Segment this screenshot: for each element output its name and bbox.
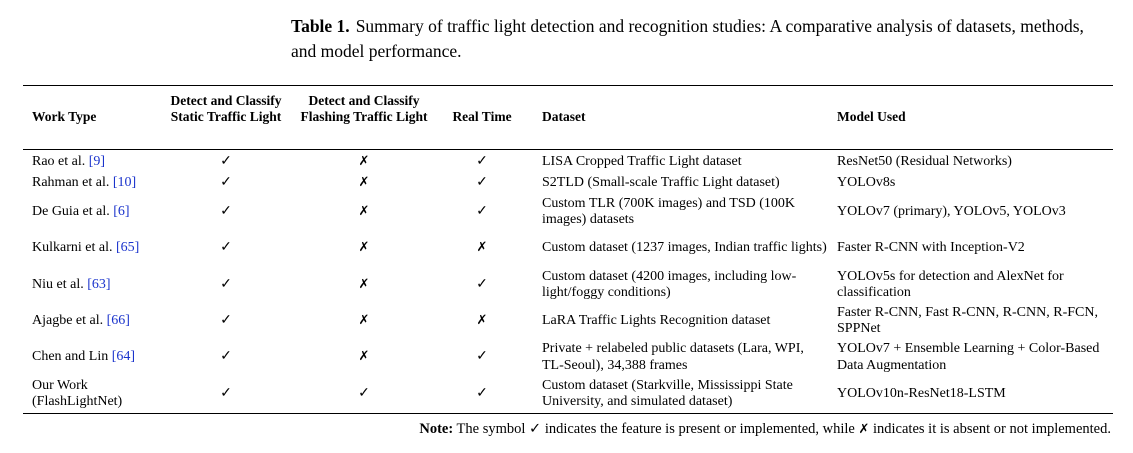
- cell-work: [32, 376, 157, 412]
- cell-dataset: [542, 376, 827, 412]
- citation-link[interactable]: [63]: [87, 276, 111, 292]
- header-flashing: Detect and Classify Flashing Traffic Light: [300, 93, 428, 124]
- cell-model: [837, 339, 1107, 376]
- check-mark-icon: ✓: [476, 385, 488, 401]
- citation-link[interactable]: [9]: [88, 154, 106, 170]
- cell-static: [158, 339, 294, 376]
- cell-flashing: [296, 194, 432, 230]
- caption-text: Summary of traffic light detection and recognition studies: A comparative analysis of datasets, methods, and model performance.: [291, 16, 1084, 61]
- model-text: ResNet50 (Residual Networks): [837, 154, 1012, 170]
- work-name: Ajagbe et al.: [32, 312, 104, 328]
- model-text: YOLOv10n-ResNet18-LSTM: [837, 385, 1006, 401]
- header-rule: [23, 149, 1113, 150]
- table-row: [0, 303, 1133, 339]
- model-text: YOLOv7 + Ensemble Learning + Color-Based Data Augmentation: [837, 341, 1100, 373]
- cell-static: [158, 194, 294, 230]
- cell-work: [32, 173, 157, 194]
- cell-flashing: [296, 152, 432, 173]
- model-text: YOLOv7 (primary), YOLOv5, YOLOv3: [837, 203, 1066, 219]
- cell-realtime: [434, 339, 530, 376]
- citation-link[interactable]: [6]: [113, 203, 130, 219]
- cell-work: [32, 267, 157, 303]
- cross-mark-icon: ✗: [358, 203, 370, 219]
- model-text: YOLOv5s for detection and AlexNet for classification: [837, 268, 1064, 300]
- check-mark-icon: ✓: [220, 203, 232, 219]
- model-text: Faster R-CNN, Fast R-CNN, R-CNN, R-FCN, SPPNet: [837, 304, 1098, 336]
- work-name: Kulkarni et al.: [32, 240, 113, 256]
- dataset-text: Private + relabeled public datasets (Lara, WPI, TL-Seoul), 34,388 frames: [542, 341, 804, 373]
- cell-realtime: [434, 152, 530, 173]
- cell-realtime: [434, 376, 530, 412]
- cell-static: [158, 173, 294, 194]
- header-realtime: Real Time: [452, 109, 512, 124]
- cell-model: [837, 303, 1107, 339]
- cell-work: [32, 194, 157, 230]
- cell-model: [837, 194, 1107, 230]
- cell-flashing: [296, 376, 432, 412]
- dataset-text: Custom dataset (4200 images, including low-light/foggy conditions): [542, 268, 797, 300]
- cross-mark-icon: ✗: [476, 312, 488, 328]
- cell-static: [158, 267, 294, 303]
- citation-link[interactable]: [10]: [112, 175, 137, 191]
- cell-model: [837, 152, 1107, 173]
- citation-link[interactable]: [66]: [106, 312, 130, 328]
- work-name: Rahman et al.: [32, 175, 110, 191]
- header-work-type: Work Type: [32, 109, 97, 124]
- cell-static: [158, 230, 294, 267]
- table-caption: [291, 14, 1111, 64]
- work-name: Rao et al.: [32, 154, 86, 170]
- table-row: [0, 376, 1133, 412]
- cross-mark-icon: ✗: [358, 175, 370, 191]
- check-mark-icon: ✓: [476, 276, 488, 292]
- cross-mark-icon: ✗: [358, 154, 370, 170]
- cross-mark-icon: ✗: [476, 240, 488, 256]
- cell-work: [32, 152, 157, 173]
- cell-static: [158, 376, 294, 412]
- check-mark-icon: ✓: [358, 385, 370, 401]
- note-text-part2: indicates it is absent or not implemented.: [873, 421, 1111, 437]
- table-note: [419, 421, 1111, 438]
- cross-mark-icon: ✗: [358, 240, 370, 256]
- dataset-text: Custom dataset (1237 images, Indian traffic lights): [542, 240, 827, 256]
- check-mark-icon: ✓: [220, 349, 232, 365]
- cell-work: [32, 339, 157, 376]
- table-row: [0, 194, 1133, 230]
- note-label: Note:: [419, 421, 454, 437]
- dataset-text: Custom TLR (700K images) and TSD (100K images) datasets: [542, 195, 796, 227]
- cell-dataset: [542, 230, 827, 267]
- model-text: Faster R-CNN with Inception-V2: [837, 240, 1025, 256]
- cell-flashing: [296, 303, 432, 339]
- check-mark-icon: ✓: [220, 385, 232, 401]
- cell-flashing: [296, 173, 432, 194]
- table-row: [0, 230, 1133, 267]
- cell-work: [32, 230, 157, 267]
- cell-realtime: [434, 267, 530, 303]
- note-text-part1: The symbol ✓ indicates the feature is present or implemented, while: [456, 421, 855, 437]
- cell-flashing: [296, 339, 432, 376]
- table-row: [0, 173, 1133, 194]
- work-name: Chen and Lin: [32, 349, 109, 365]
- cell-realtime: [434, 303, 530, 339]
- check-mark-icon: ✓: [476, 154, 488, 170]
- model-text: YOLOv8s: [837, 175, 896, 191]
- check-mark-icon: ✓: [220, 154, 232, 170]
- check-mark-icon: ✓: [476, 175, 488, 191]
- cell-dataset: [542, 173, 827, 194]
- top-rule: [23, 85, 1113, 86]
- cross-mark-icon: ✗: [358, 276, 370, 292]
- cell-work: [32, 303, 157, 339]
- table-row: [0, 152, 1133, 173]
- cell-model: [837, 267, 1107, 303]
- note-x-symbol: ✗: [858, 422, 870, 437]
- check-mark-icon: ✓: [476, 203, 488, 219]
- cell-realtime: [434, 230, 530, 267]
- cell-dataset: [542, 303, 827, 339]
- table-row: [0, 339, 1133, 376]
- citation-link[interactable]: [64]: [111, 349, 136, 365]
- check-mark-icon: ✓: [220, 175, 232, 191]
- header-model: Model Used: [837, 109, 906, 124]
- check-mark-icon: ✓: [220, 240, 232, 256]
- cell-static: [158, 152, 294, 173]
- cell-model: [837, 173, 1107, 194]
- work-name: Niu et al.: [32, 276, 84, 292]
- caption-label: Table 1.: [291, 16, 350, 36]
- bottom-rule: [23, 413, 1113, 414]
- work-name: Our Work (FlashLightNet): [32, 377, 123, 409]
- check-mark-icon: ✓: [220, 312, 232, 328]
- table-row: [0, 267, 1133, 303]
- dataset-text: S2TLD (Small-scale Traffic Light dataset): [542, 175, 780, 191]
- dataset-text: LISA Cropped Traffic Light dataset: [542, 154, 742, 170]
- cell-realtime: [434, 173, 530, 194]
- dataset-text: LaRA Traffic Lights Recognition dataset: [542, 312, 771, 328]
- cell-dataset: [542, 267, 827, 303]
- cell-model: [837, 230, 1107, 267]
- cell-static: [158, 303, 294, 339]
- check-mark-icon: ✓: [476, 349, 488, 365]
- cell-dataset: [542, 339, 827, 376]
- cell-realtime: [434, 194, 530, 230]
- header-dataset: Dataset: [542, 109, 586, 124]
- work-name: De Guia et al.: [32, 203, 110, 219]
- cross-mark-icon: ✗: [358, 312, 370, 328]
- check-mark-icon: ✓: [220, 276, 232, 292]
- cell-dataset: [542, 152, 827, 173]
- cell-dataset: [542, 194, 827, 230]
- cell-flashing: [296, 267, 432, 303]
- header-static: Detect and Classify Static Traffic Light: [170, 93, 282, 124]
- cross-mark-icon: ✗: [358, 349, 370, 365]
- citation-link[interactable]: [65]: [115, 240, 140, 256]
- cell-flashing: [296, 230, 432, 267]
- dataset-text: Custom dataset (Starkville, Mississippi State University, and simulated dataset): [542, 377, 793, 409]
- cell-model: [837, 376, 1107, 412]
